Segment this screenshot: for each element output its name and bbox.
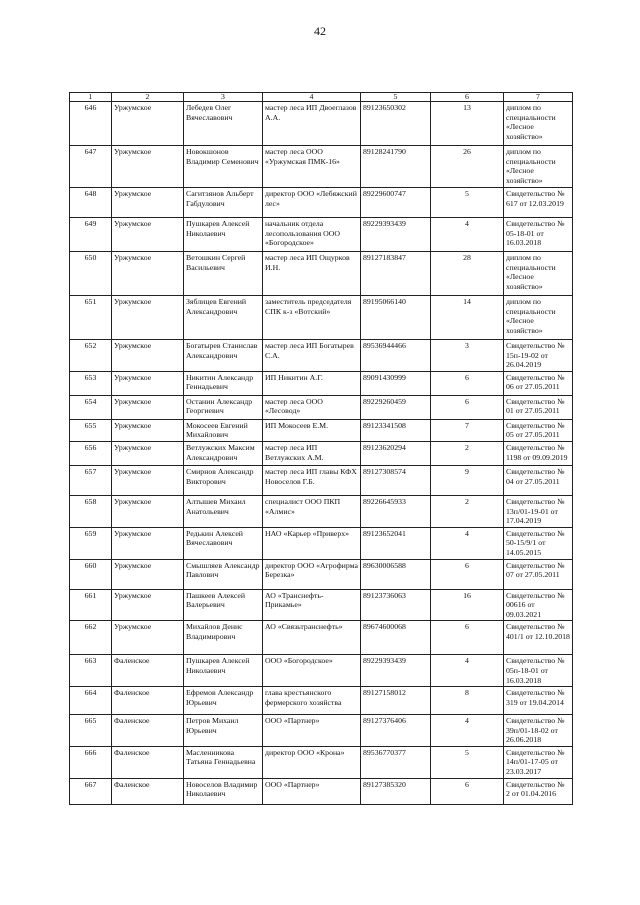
forestry-district-cell: Фаленское — [112, 778, 184, 804]
full-name-cell: Ветошкин Сергей Васильевич — [184, 252, 263, 296]
qualification-document-cell: диплом по специальности «Лесное хозяйство» — [504, 146, 573, 188]
row-number-cell: 664 — [70, 687, 112, 715]
row-number-cell: 656 — [70, 441, 112, 465]
column-header: 2 — [112, 93, 184, 102]
column-header: 1 — [70, 93, 112, 102]
full-name-cell: Мокосеев Евгений Михайлович — [184, 419, 263, 441]
phone-number-cell: 89195066140 — [361, 296, 431, 340]
column-header: 7 — [504, 93, 573, 102]
position-organization-cell: ООО «Партнер» — [263, 778, 361, 804]
full-name-cell: Никитин Александр Геннадьевич — [184, 371, 263, 395]
phone-number-cell: 89123736063 — [361, 589, 431, 621]
phone-number-cell: 89123341508 — [361, 419, 431, 441]
qualification-document-cell: Свидетельство № 39п/01-18-02 от 26.06.2018 — [504, 715, 573, 747]
forestry-district-cell: Уржумское — [112, 218, 184, 252]
phone-number-cell: 89127376406 — [361, 715, 431, 747]
row-number-cell: 646 — [70, 102, 112, 146]
forestry-district-cell: Уржумское — [112, 296, 184, 340]
qualification-document-cell: Свидетельство № 401/1 от 12.10.2018 — [504, 621, 573, 655]
row-number-cell: 647 — [70, 146, 112, 188]
forestry-district-cell: Уржумское — [112, 340, 184, 372]
forestry-district-cell: Уржумское — [112, 441, 184, 465]
row-number-cell: 657 — [70, 465, 112, 495]
full-name-cell: Редькин Алексей Вячеславович — [184, 527, 263, 559]
experience-years-cell: 26 — [431, 146, 504, 188]
qualification-document-cell: Свидетельство № 14п/01-17-05 от 23.03.2017 — [504, 746, 573, 778]
qualification-document-cell: Свидетельство № 05 от 27.05.2011 — [504, 419, 573, 441]
experience-years-cell: 6 — [431, 621, 504, 655]
full-name-cell: Ефремов Александр Юрьевич — [184, 687, 263, 715]
forestry-district-cell: Уржумское — [112, 495, 184, 527]
table-row — [70, 218, 573, 252]
phone-number-cell: 89536944466 — [361, 340, 431, 372]
table-row — [70, 102, 573, 146]
row-number-cell: 660 — [70, 559, 112, 589]
qualification-document-cell: Свидетельство № 13п/01-19-01 от 17.04.2019 — [504, 495, 573, 527]
table-row — [70, 146, 573, 188]
position-organization-cell: глава крестьянского фермерского хозяйства — [263, 687, 361, 715]
row-number-cell: 653 — [70, 371, 112, 395]
forestry-district-cell: Фаленское — [112, 687, 184, 715]
table-row — [70, 395, 573, 419]
table-row — [70, 340, 573, 372]
forestry-district-cell: Уржумское — [112, 559, 184, 589]
qualification-document-cell: Свидетельство № 04 от 27.05.2011 — [504, 465, 573, 495]
experience-years-cell: 5 — [431, 746, 504, 778]
table-row — [70, 419, 573, 441]
row-number-cell: 659 — [70, 527, 112, 559]
table-row — [70, 495, 573, 527]
row-number-cell: 654 — [70, 395, 112, 419]
position-organization-cell: начальник отдела лесопользования ООО «Богородское» — [263, 218, 361, 252]
phone-number-cell: 89229393439 — [361, 218, 431, 252]
qualification-document-cell: Свидетельство № 319 от 19.04.2014 — [504, 687, 573, 715]
position-organization-cell: директор ООО «Лебяжский лес» — [263, 188, 361, 218]
table-row — [70, 252, 573, 296]
experience-years-cell: 9 — [431, 465, 504, 495]
experience-years-cell: 16 — [431, 589, 504, 621]
table-row — [70, 687, 573, 715]
full-name-cell: Пушкарев Алексей Николаевич — [184, 218, 263, 252]
position-organization-cell: директор ООО «Агрофирма Березка» — [263, 559, 361, 589]
position-organization-cell: директор ООО «Крона» — [263, 746, 361, 778]
full-name-cell: Новоселов Владимир Николаевич — [184, 778, 263, 804]
full-name-cell: Смирнов Александр Викторович — [184, 465, 263, 495]
experience-years-cell: 4 — [431, 715, 504, 747]
full-name-cell: Ветлужских Максим Александрович — [184, 441, 263, 465]
qualification-document-cell: Свидетельство № 01 от 27.05.2011 — [504, 395, 573, 419]
qualification-document-cell: диплом по специальности «Лесное хозяйство» — [504, 296, 573, 340]
page-number: 42 — [314, 24, 326, 38]
table-row — [70, 589, 573, 621]
row-number-cell: 663 — [70, 655, 112, 687]
position-organization-cell: мастер леса ИП Ощурков И.Н. — [263, 252, 361, 296]
forestry-district-cell: Уржумское — [112, 419, 184, 441]
row-number-cell: 667 — [70, 778, 112, 804]
position-organization-cell: ИП Никитин А.Г. — [263, 371, 361, 395]
row-number-cell: 665 — [70, 715, 112, 747]
column-number-header-row — [70, 93, 573, 102]
phone-number-cell: 89123650302 — [361, 102, 431, 146]
full-name-cell: Пушкарев Алексей Николаевич — [184, 655, 263, 687]
position-organization-cell: специалист ООО ПКП «Алмис» — [263, 495, 361, 527]
table-row — [70, 188, 573, 218]
experience-years-cell: 14 — [431, 296, 504, 340]
position-organization-cell: АО «Связьтранснефть» — [263, 621, 361, 655]
qualification-document-cell: Свидетельство № 05п-18-01 от 16.03.2018 — [504, 655, 573, 687]
experience-years-cell: 28 — [431, 252, 504, 296]
row-number-cell: 652 — [70, 340, 112, 372]
row-number-cell: 649 — [70, 218, 112, 252]
experience-years-cell: 2 — [431, 495, 504, 527]
qualification-document-cell: диплом по специальности «Лесное хозяйство» — [504, 102, 573, 146]
forestry-district-cell: Уржумское — [112, 621, 184, 655]
forestry-district-cell: Уржумское — [112, 589, 184, 621]
table-row — [70, 296, 573, 340]
full-name-cell: Лебедев Олег Вячеславович — [184, 102, 263, 146]
row-number-cell: 650 — [70, 252, 112, 296]
full-name-cell: Богатырев Станислав Александрович — [184, 340, 263, 372]
phone-number-cell: 89226645933 — [361, 495, 431, 527]
phone-number-cell: 89091430999 — [361, 371, 431, 395]
table-row — [70, 441, 573, 465]
forestry-district-cell: Уржумское — [112, 395, 184, 419]
forestry-district-cell: Уржумское — [112, 188, 184, 218]
phone-number-cell: 89123652041 — [361, 527, 431, 559]
position-organization-cell: мастер леса ООО «Уржумская ПМК-16» — [263, 146, 361, 188]
experience-years-cell: 4 — [431, 527, 504, 559]
experience-years-cell: 5 — [431, 188, 504, 218]
column-header: 3 — [184, 93, 263, 102]
table-row — [70, 746, 573, 778]
full-name-cell: Алтышев Михаил Анатольевич — [184, 495, 263, 527]
forestry-district-cell: Фаленское — [112, 715, 184, 747]
full-name-cell: Масленникова Татьяна Геннадьевна — [184, 746, 263, 778]
table-row — [70, 559, 573, 589]
experience-years-cell: 4 — [431, 218, 504, 252]
full-name-cell: Останин Александр Георгиевич — [184, 395, 263, 419]
forestry-district-cell: Уржумское — [112, 252, 184, 296]
table-row — [70, 715, 573, 747]
qualification-document-cell: диплом по специальности «Лесное хозяйство» — [504, 252, 573, 296]
position-organization-cell: мастер леса ИП главы КФХ Новоселов Г.Б. — [263, 465, 361, 495]
qualification-document-cell: Свидетельство № 2 от 01.04.2016 — [504, 778, 573, 804]
phone-number-cell: 89127183847 — [361, 252, 431, 296]
full-name-cell: Петров Михаил Юрьевич — [184, 715, 263, 747]
forestry-district-cell: Уржумское — [112, 146, 184, 188]
forestry-district-cell: Уржумское — [112, 102, 184, 146]
row-number-cell: 651 — [70, 296, 112, 340]
phone-number-cell: 89229260459 — [361, 395, 431, 419]
row-number-cell: 655 — [70, 419, 112, 441]
forestry-district-cell: Уржумское — [112, 527, 184, 559]
row-number-cell: 666 — [70, 746, 112, 778]
table-row — [70, 778, 573, 804]
experience-years-cell: 6 — [431, 778, 504, 804]
qualification-document-cell: Свидетельство № 1198 от 09.09.2019 — [504, 441, 573, 465]
specialists-table — [69, 92, 573, 805]
table-row — [70, 527, 573, 559]
phone-number-cell: 89127385320 — [361, 778, 431, 804]
qualification-document-cell: Свидетельство № 06 от 27.05.2011 — [504, 371, 573, 395]
experience-years-cell: 13 — [431, 102, 504, 146]
phone-number-cell: 89229393439 — [361, 655, 431, 687]
experience-years-cell: 8 — [431, 687, 504, 715]
phone-number-cell: 89128241790 — [361, 146, 431, 188]
table-row — [70, 371, 573, 395]
phone-number-cell: 89229600747 — [361, 188, 431, 218]
column-header: 5 — [361, 93, 431, 102]
position-organization-cell: ООО «Богородское» — [263, 655, 361, 687]
row-number-cell: 661 — [70, 589, 112, 621]
qualification-document-cell: Свидетельство № 50-15/9/1 от 14.05.2015 — [504, 527, 573, 559]
qualification-document-cell: Свидетельство № 617 от 12.03.2019 — [504, 188, 573, 218]
full-name-cell: Михайлов Денис Владимирович — [184, 621, 263, 655]
position-organization-cell: АО «Транснефть-Прикамье» — [263, 589, 361, 621]
experience-years-cell: 7 — [431, 419, 504, 441]
phone-number-cell: 89123620294 — [361, 441, 431, 465]
position-organization-cell: мастер леса ИП Ветлужских А.М. — [263, 441, 361, 465]
full-name-cell: Пашкеев Алексей Валерьевич — [184, 589, 263, 621]
experience-years-cell: 6 — [431, 395, 504, 419]
experience-years-cell: 2 — [431, 441, 504, 465]
table-row — [70, 621, 573, 655]
experience-years-cell: 3 — [431, 340, 504, 372]
position-organization-cell: заместитель председателя СПК к-з «Вотский» — [263, 296, 361, 340]
phone-number-cell: 89127158012 — [361, 687, 431, 715]
position-organization-cell: ООО «Партнер» — [263, 715, 361, 747]
full-name-cell: Новокшонов Владимир Семенович — [184, 146, 263, 188]
phone-number-cell: 89674600068 — [361, 621, 431, 655]
phone-number-cell: 89127308574 — [361, 465, 431, 495]
row-number-cell: 662 — [70, 621, 112, 655]
experience-years-cell: 6 — [431, 371, 504, 395]
phone-number-cell: 89536770377 — [361, 746, 431, 778]
experience-years-cell: 6 — [431, 559, 504, 589]
table-row — [70, 655, 573, 687]
position-organization-cell: мастер леса ООО «Лесовод» — [263, 395, 361, 419]
forestry-district-cell: Уржумское — [112, 371, 184, 395]
full-name-cell: Смышляев Александр Павлович — [184, 559, 263, 589]
forestry-district-cell: Уржумское — [112, 465, 184, 495]
forestry-district-cell: Фаленское — [112, 746, 184, 778]
forestry-district-cell: Фаленское — [112, 655, 184, 687]
table-row — [70, 465, 573, 495]
phone-number-cell: 89630006588 — [361, 559, 431, 589]
qualification-document-cell: Свидетельство № 07 от 27.05.2011 — [504, 559, 573, 589]
column-header: 6 — [431, 93, 504, 102]
row-number-cell: 648 — [70, 188, 112, 218]
column-header: 4 — [263, 93, 361, 102]
experience-years-cell: 4 — [431, 655, 504, 687]
position-organization-cell: НАО «Карьер «Приверх» — [263, 527, 361, 559]
qualification-document-cell: Свидетельство № 00616 от 09.03.2021 — [504, 589, 573, 621]
qualification-document-cell: Свидетельство № 15п-19-02 от 26.04.2019 — [504, 340, 573, 372]
full-name-cell: Зяблицев Евгений Александрович — [184, 296, 263, 340]
qualification-document-cell: Свидетельство № 05-18-01 от 16.03.2018 — [504, 218, 573, 252]
full-name-cell: Сагитзянов Альберт Габдулович — [184, 188, 263, 218]
position-organization-cell: ИП Мокосеев Е.М. — [263, 419, 361, 441]
position-organization-cell: мастер леса ИП Богатырев С.А. — [263, 340, 361, 372]
row-number-cell: 658 — [70, 495, 112, 527]
position-organization-cell: мастер леса ИП Двоеглазов А.А. — [263, 102, 361, 146]
